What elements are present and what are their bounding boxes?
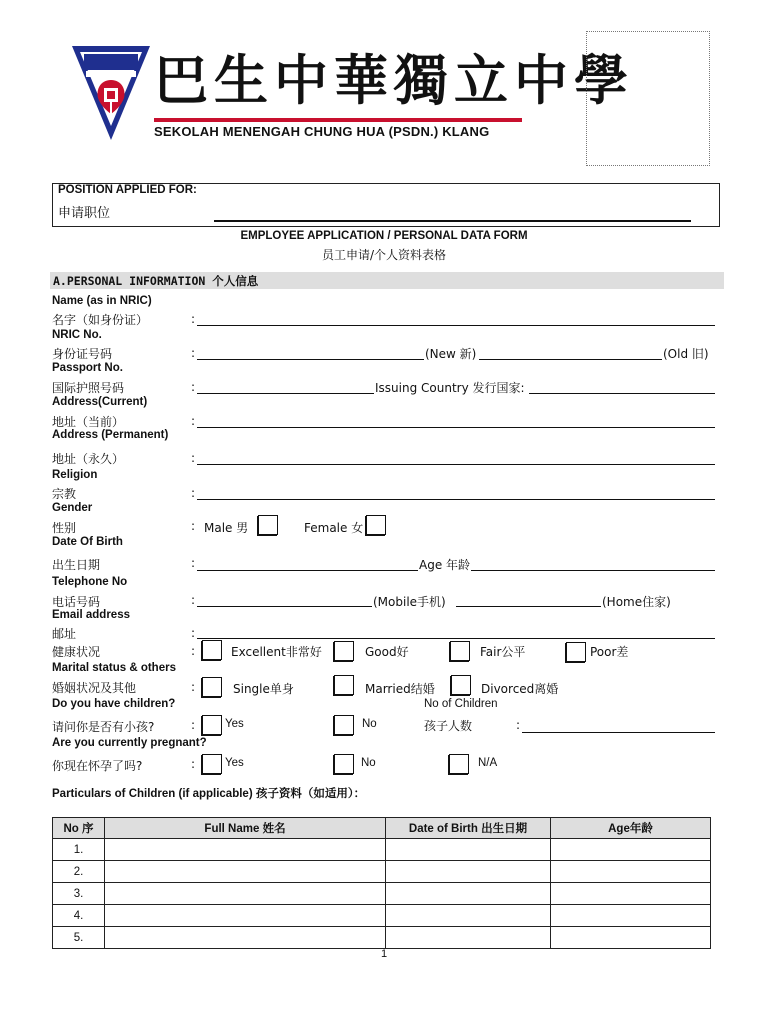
- table-header-no: No 序: [53, 818, 105, 839]
- colon: :: [191, 680, 196, 694]
- dob-label-cn: 出生日期: [52, 558, 101, 572]
- row-number: 3.: [53, 883, 105, 905]
- health-fair-label: Fair公平: [480, 645, 526, 659]
- dob-input-line[interactable]: [197, 570, 418, 571]
- gender-female-label: Female 女: [304, 521, 364, 535]
- row-number: 4.: [53, 905, 105, 927]
- health-label-cn: 健康状况: [52, 645, 101, 659]
- health-excellent-checkbox[interactable]: [202, 640, 222, 660]
- dob-label-en: Date Of Birth: [52, 536, 123, 548]
- pregnant-label-cn: 你现在怀孕了吗?: [52, 759, 143, 773]
- table-row: [53, 839, 711, 861]
- telephone-label-cn: 电话号码: [52, 595, 101, 609]
- mobile-input-line[interactable]: [197, 606, 372, 607]
- marital-label-en: Marital status & others: [52, 662, 176, 674]
- nric-old-input-line[interactable]: [479, 359, 662, 360]
- telephone-label-en: Telephone No: [52, 576, 128, 588]
- form-title-chinese: 员工申请/个人资料表格: [321, 248, 447, 262]
- colon: :: [191, 556, 196, 570]
- children-yes-label: Yes: [225, 718, 244, 730]
- table-row: [53, 905, 711, 927]
- marital-label-cn: 婚姻状况及其他: [52, 681, 137, 695]
- name-label-cn: 名字（如身份证）: [52, 313, 149, 327]
- pregnant-na-checkbox[interactable]: [449, 754, 469, 774]
- health-fair-checkbox[interactable]: [450, 641, 470, 661]
- row-number: 2.: [53, 861, 105, 883]
- children-label-cn: 请问你是否有小孩?: [52, 720, 155, 734]
- children-particulars-caption: Particulars of Children (if applicable) 孩子资料（如适用）：: [52, 788, 366, 800]
- child-name-cell[interactable]: [105, 883, 386, 905]
- gender-male-checkbox[interactable]: [258, 515, 278, 535]
- position-label-cn: 申请职位: [58, 206, 111, 221]
- child-age-cell[interactable]: [551, 905, 711, 927]
- health-poor-checkbox[interactable]: [566, 642, 586, 662]
- marital-divorced-checkbox[interactable]: [451, 675, 471, 695]
- colon: :: [191, 486, 196, 500]
- age-input-line[interactable]: [471, 570, 715, 571]
- child-dob-cell[interactable]: [386, 861, 551, 883]
- pregnant-no-checkbox[interactable]: [334, 754, 354, 774]
- child-name-cell[interactable]: [105, 839, 386, 861]
- religion-label-en: Religion: [52, 469, 98, 481]
- children-count-label-cn: 孩子人数: [424, 719, 473, 733]
- child-name-cell[interactable]: [105, 861, 386, 883]
- religion-label-cn: 宗教: [52, 487, 77, 501]
- colon: :: [191, 414, 196, 428]
- row-number: 1.: [53, 839, 105, 861]
- children-yes-checkbox[interactable]: [202, 715, 222, 735]
- colon: :: [191, 519, 196, 533]
- nric-label-cn: 身份证号码: [52, 347, 113, 361]
- pregnant-yes-label: Yes: [225, 757, 244, 769]
- colon: :: [191, 626, 196, 640]
- children-no-label: No: [362, 718, 377, 730]
- school-logo: [70, 44, 152, 142]
- email-label-cn: 邮址: [52, 627, 77, 641]
- nric-new-input-line[interactable]: [197, 359, 424, 360]
- colon: :: [191, 757, 196, 771]
- children-count-input-line[interactable]: [522, 732, 715, 733]
- nric-new-label: (New 新): [425, 347, 477, 361]
- email-label-en: Email address: [52, 609, 130, 621]
- nric-label-en: NRIC No.: [52, 329, 102, 341]
- gender-female-checkbox[interactable]: [366, 515, 386, 535]
- colon: :: [191, 718, 196, 732]
- photo-box: [586, 31, 710, 166]
- child-name-cell[interactable]: [105, 927, 386, 949]
- table-header-dob: Date of Birth 出生日期: [386, 818, 551, 839]
- passport-input-line[interactable]: [197, 393, 374, 394]
- issuing-country-input-line[interactable]: [529, 393, 715, 394]
- school-name-chinese: 巴生中華獨立中學: [154, 48, 634, 112]
- marital-single-checkbox[interactable]: [202, 677, 222, 697]
- section-a-title: A.PERSONAL INFORMATION 个人信息: [53, 274, 259, 288]
- address-current-label-cn: 地址（当前）: [52, 415, 125, 429]
- age-label: Age 年龄: [419, 558, 471, 572]
- address-permanent-label-en: Address (Permanent): [52, 429, 169, 441]
- colon: :: [191, 380, 196, 394]
- mobile-label: (Mobile手机): [373, 595, 446, 609]
- colon: :: [516, 718, 521, 732]
- page-number: 1: [380, 948, 388, 960]
- address-permanent-label-cn: 地址（永久）: [52, 452, 125, 466]
- child-dob-cell[interactable]: [386, 927, 551, 949]
- marital-single-label: Single单身: [233, 682, 294, 696]
- marital-married-label: Married结婚: [365, 682, 435, 696]
- title-underline: [154, 118, 522, 122]
- health-excellent-label: Excellent非常好: [231, 645, 322, 659]
- children-no-checkbox[interactable]: [334, 715, 354, 735]
- colon: :: [191, 593, 196, 607]
- children-label-en: Do you have children?: [52, 698, 176, 710]
- child-age-cell[interactable]: [551, 927, 711, 949]
- issuing-country-label: Issuing Country 发行国家:: [375, 381, 525, 395]
- gender-male-label: Male 男: [204, 521, 249, 535]
- health-poor-label: Poor差: [590, 645, 629, 659]
- pregnant-label-en: Are you currently pregnant?: [52, 737, 207, 749]
- gender-label-cn: 性别: [52, 521, 77, 535]
- child-dob-cell[interactable]: [386, 883, 551, 905]
- marital-married-checkbox[interactable]: [334, 675, 354, 695]
- marital-divorced-label: Divorced离婚: [481, 682, 559, 696]
- pregnant-no-label: No: [361, 757, 376, 769]
- children-count-label-en: No of Children: [424, 698, 498, 710]
- table-row: [53, 883, 711, 905]
- religion-input-line[interactable]: [197, 499, 715, 500]
- passport-label-en: Passport No.: [52, 362, 123, 374]
- gender-label-en: Gender: [52, 502, 93, 514]
- position-input-line[interactable]: [214, 220, 691, 222]
- children-table: [52, 817, 711, 949]
- name-input-line[interactable]: [197, 325, 715, 326]
- passport-label-cn: 国际护照号码: [52, 381, 125, 395]
- home-phone-label: (Home住家): [602, 595, 671, 609]
- child-dob-cell[interactable]: [386, 905, 551, 927]
- table-row: [53, 861, 711, 883]
- row-number: 5.: [53, 927, 105, 949]
- school-name-english: SEKOLAH MENENGAH CHUNG HUA (PSDN.) KLANG: [154, 124, 490, 139]
- health-good-label: Good好: [365, 645, 409, 659]
- address-permanent-input-line[interactable]: [197, 464, 715, 465]
- child-dob-cell[interactable]: [386, 839, 551, 861]
- table-row: [53, 927, 711, 949]
- email-input-line[interactable]: [197, 638, 715, 639]
- address-current-label-en: Address(Current): [52, 396, 148, 408]
- child-age-cell[interactable]: [551, 861, 711, 883]
- pregnant-na-label: N/A: [478, 757, 498, 769]
- colon: :: [191, 312, 196, 326]
- table-header-full-name: Full Name 姓名: [105, 818, 386, 839]
- name-label-en: Name (as in NRIC): [52, 295, 152, 307]
- child-name-cell[interactable]: [105, 905, 386, 927]
- child-age-cell[interactable]: [551, 883, 711, 905]
- child-age-cell[interactable]: [551, 839, 711, 861]
- table-header-age: Age年龄: [551, 818, 711, 839]
- position-label-en: POSITION APPLIED FOR:: [58, 184, 197, 196]
- nric-old-label: (Old 旧): [663, 347, 709, 361]
- pregnant-yes-checkbox[interactable]: [202, 754, 222, 774]
- colon: :: [191, 644, 196, 658]
- form-title: EMPLOYEE APPLICATION / PERSONAL DATA FORM: [240, 230, 528, 242]
- colon: :: [191, 451, 196, 465]
- address-current-input-line[interactable]: [197, 427, 715, 428]
- health-good-checkbox[interactable]: [334, 641, 354, 661]
- home-phone-input-line[interactable]: [456, 606, 601, 607]
- colon: :: [191, 346, 196, 360]
